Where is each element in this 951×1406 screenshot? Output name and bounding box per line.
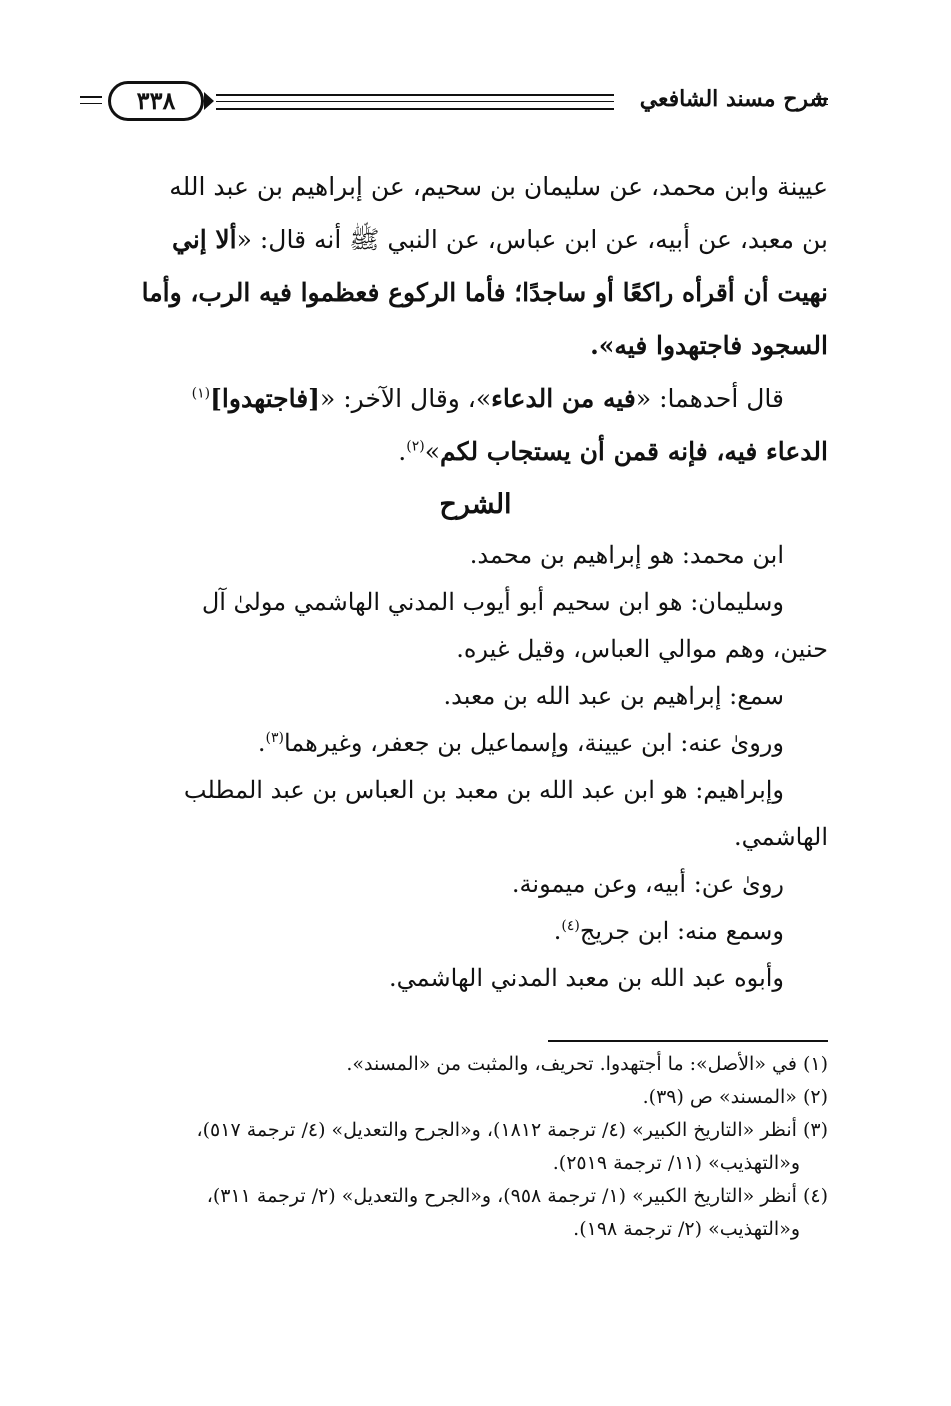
text-line	[116, 319, 828, 372]
footnote: و«التهذيب» (٢/ ترجمة ١٩٨).	[573, 1218, 800, 1240]
hadith-text	[116, 160, 828, 478]
header-rule	[216, 108, 614, 110]
text-line: ابن محمد: هو إبراهيم بن محمد.	[469, 541, 784, 569]
text-line: الهاشمي.	[734, 823, 828, 851]
text-line	[116, 908, 828, 955]
text-line	[116, 213, 828, 266]
footnote-ref[interactable]: (٣)	[265, 730, 284, 746]
page-number-text: ٣٣٨	[136, 86, 176, 115]
text-span-bold: الدعاء فيه، فإنه قمن أن يستجاب لكم	[440, 437, 828, 466]
text-span-bold: السجود فاجتهدوا فيه».	[590, 331, 828, 360]
text-span: عيينة وابن محمد، عن سليمان بن سحيم، عن إبراهيم بن عبد الله	[169, 172, 828, 201]
text-span-bold: فيه من الدعاء	[491, 384, 636, 413]
text-line: وإبراهيم: هو ابن عبد الله بن معبد بن العباس بن عبد المطلب	[183, 776, 784, 804]
text-span-bold: نهيت أن أقرأه راكعًا أو ساجدًا؛ فأما الركوع فعظموا فيه الرب، وأما	[141, 278, 828, 307]
text-line	[116, 425, 828, 478]
footnote: (٢) «المسند» ص (٣٩).	[642, 1086, 828, 1108]
footnote: (٤) أنظر «التاريخ الكبير» (١/ ترجمة ٩٥٨)، و«الجرح والتعديل» (٢/ ترجمة ٣١١)،	[206, 1185, 828, 1207]
footnote: (١) في «الأصل»: ما أجتهدوا. تحريف، والمثبت من «المسند».	[346, 1053, 828, 1075]
footnote-ref[interactable]: (٢)	[406, 438, 425, 455]
header-rule	[216, 101, 614, 102]
header-rule	[80, 96, 102, 98]
text-span-bold: [فاجتهدوا]	[210, 384, 320, 413]
page-number	[108, 81, 204, 121]
section-title: الشرح	[439, 489, 512, 520]
header-rule	[814, 104, 828, 105]
footnote: و«التهذيب» (١١/ ترجمة ٢٥١٩).	[552, 1152, 800, 1174]
text-span-bold: ألا إني	[171, 225, 237, 254]
text-span: .	[553, 917, 562, 945]
text-line	[116, 720, 828, 767]
text-span: »	[424, 437, 440, 466]
header-rule	[216, 94, 614, 96]
text-line	[116, 266, 828, 319]
footnote-ref[interactable]: (١)	[191, 385, 211, 402]
text-span: وروىٰ عنه: ابن عيينة، وإسماعيل بن جعفر، وغيرهما	[283, 729, 784, 757]
text-span: »، وقال الآخر: «	[319, 384, 492, 413]
text-line: وأبوه عبد الله بن معبد المدني الهاشمي.	[389, 964, 784, 992]
text-line	[116, 160, 828, 213]
page-header	[108, 78, 828, 130]
running-title: شرح مسند الشافعي	[639, 86, 828, 112]
header-rule	[80, 103, 102, 104]
explanation-text	[116, 532, 828, 1002]
text-line: سمع: إبراهيم بن عبد الله بن معبد.	[443, 682, 784, 710]
text-span: قال أحدهما: «	[635, 384, 784, 413]
footnote-ref[interactable]: (٤)	[561, 918, 580, 934]
text-span: .	[257, 729, 266, 757]
text-span: .	[398, 437, 407, 466]
header-rule	[814, 98, 828, 100]
text-span: وسمع منه: ابن جريج	[579, 917, 784, 945]
text-line: روىٰ عن: أبيه، وعن ميمونة.	[511, 870, 784, 898]
text-line: وسليمان: هو ابن سحيم أبو أيوب المدني الهاشمي مولىٰ آل	[201, 588, 784, 616]
footnotes	[116, 1048, 828, 1246]
footnote-divider	[548, 1040, 828, 1042]
text-line: حنين، وهم موالي العباس، وقيل غيره.	[456, 635, 828, 663]
text-line	[116, 372, 828, 425]
text-span: بن معبد، عن أبيه، عن ابن عباس، عن النبي ﷺ أنه قال: «	[236, 225, 828, 254]
ornament-icon	[204, 92, 214, 110]
footnote: (٣) أنظر «التاريخ الكبير» (٤/ ترجمة ١٨١٢)، و«الجرح والتعديل» (٤/ ترجمة ٥١٧)،	[196, 1119, 828, 1141]
